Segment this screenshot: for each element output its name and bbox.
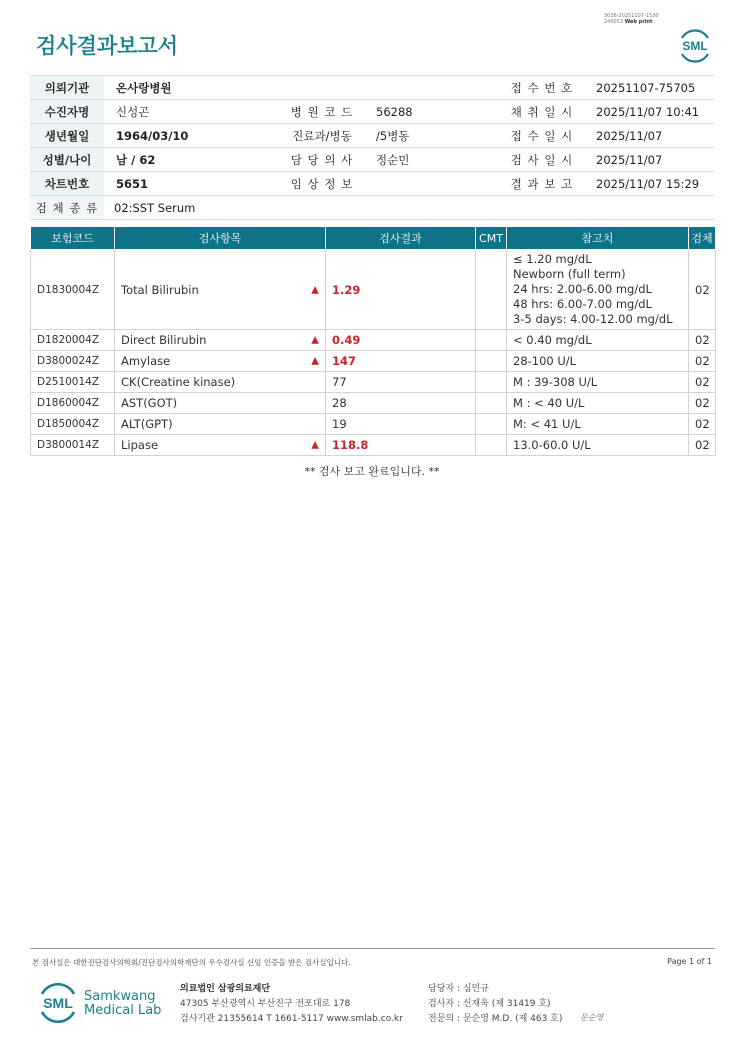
item-name: Lipase bbox=[121, 438, 159, 452]
reference-cell: M : < 40 U/L bbox=[507, 393, 689, 414]
high-flag-icon: ▲ bbox=[311, 439, 319, 451]
clinical-value bbox=[364, 172, 500, 196]
staff-tester: 신재욱 (제 31419 호) bbox=[462, 999, 551, 1009]
code-cell: D1850004Z bbox=[31, 414, 115, 435]
reference-line: ≤ 1.20 mg/dL bbox=[513, 252, 592, 266]
sex-age-value: 남 / 62 bbox=[104, 148, 280, 172]
header-item: 검사항목 bbox=[115, 227, 326, 250]
high-flag-icon: ▲ bbox=[311, 284, 319, 295]
item-cell bbox=[115, 372, 326, 393]
print-code-2: 240053 bbox=[604, 19, 624, 25]
result-cell: 1.29 bbox=[326, 250, 476, 330]
table-row bbox=[31, 435, 716, 456]
reference-cell: M : 39-308 U/L bbox=[507, 372, 689, 393]
page-title: 검사결과보고서 bbox=[36, 34, 179, 58]
requester-label: 의뢰기관 bbox=[30, 76, 104, 100]
test-date-value: 2025/11/07 bbox=[584, 148, 715, 172]
table-row bbox=[31, 372, 716, 393]
specimen-cell: 02 bbox=[689, 330, 716, 351]
doctor-value: 정순민 bbox=[364, 148, 500, 172]
patient-label: 수진자명 bbox=[30, 100, 104, 124]
reference-cell: 13.0-60.0 U/L bbox=[507, 435, 689, 456]
receipt-no-value: 20251107-75705 bbox=[584, 76, 715, 100]
item-name: Amylase bbox=[121, 354, 171, 368]
item-cell bbox=[115, 393, 326, 414]
result-cell: 28 bbox=[326, 393, 476, 414]
code-cell: D1860004Z bbox=[31, 393, 115, 414]
dept-label: 진료과/병동 bbox=[280, 124, 364, 148]
certification-note: 본 검사실은 대한진단검사의학회/진단검사의학재단의 우수검사실 신임 인증을 받은 검사실입니다. bbox=[32, 958, 351, 967]
header-result: 검사결과 bbox=[326, 227, 476, 250]
table-row bbox=[31, 414, 716, 435]
receipt-date-label: 접 수 일 시 bbox=[500, 124, 584, 148]
company-line-2: Medical Lab bbox=[84, 1003, 162, 1018]
code-cell: D1830004Z bbox=[31, 250, 115, 330]
item-name: ALT(GPT) bbox=[121, 417, 173, 431]
item-name: CK(Creatine kinase) bbox=[121, 375, 236, 389]
table-row bbox=[31, 351, 716, 372]
dob-label: 생년월일 bbox=[30, 124, 104, 148]
patient-value: 신성곤 bbox=[104, 100, 280, 124]
item-cell bbox=[115, 351, 326, 372]
company-line-1: Samkwang bbox=[84, 989, 156, 1004]
table-row bbox=[31, 393, 716, 414]
receipt-date-value: 2025/11/07 bbox=[584, 124, 715, 148]
staff-manager: 심민규 bbox=[462, 984, 489, 994]
staff-manager-label: 담당자 : bbox=[428, 984, 460, 994]
collect-value: 2025/11/07 10:41 bbox=[584, 100, 715, 124]
cmt-cell bbox=[476, 435, 507, 456]
sml-logo-text: SML bbox=[682, 39, 708, 53]
item-cell bbox=[115, 250, 326, 330]
signature: 문순영 bbox=[580, 1013, 604, 1022]
institution-name: 의료법인 삼광의료재단 bbox=[180, 984, 271, 994]
table-row bbox=[31, 330, 716, 351]
chart-label: 차트번호 bbox=[30, 172, 104, 196]
header-cmt: CMT bbox=[476, 227, 507, 250]
result-cell: 0.49 bbox=[326, 330, 476, 351]
specimen-label: 검 체 종 류 bbox=[30, 196, 104, 220]
code-cell: D3800024Z bbox=[31, 351, 115, 372]
institution-address: 47305 부산광역시 부산진구 전포대로 178 bbox=[180, 999, 351, 1009]
hospital-code-label: 병 원 코 드 bbox=[280, 100, 364, 124]
result-cell: 19 bbox=[326, 414, 476, 435]
hospital-code-value: 56288 bbox=[364, 100, 500, 124]
completion-note: ** 검사 보고 완료입니다. ** bbox=[304, 465, 440, 478]
sml-logo bbox=[676, 26, 714, 68]
cmt-cell bbox=[476, 372, 507, 393]
collect-label: 채 취 일 시 bbox=[500, 100, 584, 124]
print-code: 3038-20251107-1530 bbox=[604, 13, 659, 19]
result-cell: 77 bbox=[326, 372, 476, 393]
test-date-label: 검 사 일 시 bbox=[500, 148, 584, 172]
reference-cell bbox=[507, 250, 689, 330]
page-number: Page 1 of 1 bbox=[667, 957, 712, 966]
doctor-label: 담 당 의 사 bbox=[280, 148, 364, 172]
patient-info-table bbox=[30, 75, 715, 220]
result-cell: 118.8 bbox=[326, 435, 476, 456]
cmt-cell bbox=[476, 330, 507, 351]
high-flag-icon: ▲ bbox=[311, 334, 319, 346]
header-reference: 참고치 bbox=[507, 227, 689, 250]
specimen-cell: 02 bbox=[689, 372, 716, 393]
staff-info bbox=[428, 982, 562, 1027]
staff-specialist-label: 전문의 : bbox=[428, 1014, 460, 1024]
specimen-cell: 02 bbox=[689, 351, 716, 372]
staff-tester-label: 검사자 : bbox=[428, 999, 460, 1009]
report-value: 2025/11/07 15:29 bbox=[584, 172, 715, 196]
cmt-cell bbox=[476, 414, 507, 435]
item-cell bbox=[115, 414, 326, 435]
reference-cell: 28-100 U/L bbox=[507, 351, 689, 372]
code-cell: D1820004Z bbox=[31, 330, 115, 351]
reference-line: 24 hrs: 2.00-6.00 mg/dL bbox=[513, 282, 652, 296]
sml-footer-logo bbox=[36, 980, 80, 1030]
receipt-no-label: 접 수 번 호 bbox=[500, 76, 584, 100]
table-row bbox=[31, 250, 716, 330]
company-name bbox=[84, 990, 161, 1018]
cmt-cell bbox=[476, 250, 507, 330]
dept-value: /5병동 bbox=[364, 124, 500, 148]
results-table bbox=[30, 226, 716, 456]
reference-cell: M: < 41 U/L bbox=[507, 414, 689, 435]
chart-value: 5651 bbox=[104, 172, 280, 196]
item-name: Total Bilirubin bbox=[121, 282, 199, 297]
report-label: 결 과 보 고 bbox=[500, 172, 584, 196]
header-specimen: 검체 bbox=[689, 227, 716, 250]
dob-value: 1964/03/10 bbox=[104, 124, 280, 148]
reference-cell: < 0.40 mg/dL bbox=[507, 330, 689, 351]
item-name: AST(GOT) bbox=[121, 396, 178, 410]
item-name: Direct Bilirubin bbox=[121, 333, 207, 347]
staff-specialist: 문순영 M.D. (제 463 호) bbox=[462, 1014, 563, 1024]
cmt-cell bbox=[476, 393, 507, 414]
footer-divider bbox=[30, 948, 715, 949]
print-meta bbox=[604, 13, 659, 25]
institution-contact: 검사기관 21355614 T 1661-5117 www.smlab.co.kr bbox=[180, 1014, 403, 1024]
reference-line: 3-5 days: 4.00-12.00 mg/dL bbox=[513, 312, 673, 326]
header-code: 보험코드 bbox=[31, 227, 115, 250]
specimen-cell: 02 bbox=[689, 435, 716, 456]
requester-value: 온사랑병원 bbox=[104, 76, 500, 100]
print-label: Web print bbox=[624, 19, 653, 25]
specimen-value: 02:SST Serum bbox=[104, 196, 715, 220]
cmt-cell bbox=[476, 351, 507, 372]
code-cell: D2510014Z bbox=[31, 372, 115, 393]
sex-age-label: 성별/나이 bbox=[30, 148, 104, 172]
item-cell bbox=[115, 330, 326, 351]
specimen-cell: 02 bbox=[689, 250, 716, 330]
reference-line: Newborn (full term) bbox=[513, 267, 626, 281]
reference-line: 48 hrs: 6.00-7.00 mg/dL bbox=[513, 297, 652, 311]
specimen-cell: 02 bbox=[689, 414, 716, 435]
code-cell: D3800014Z bbox=[31, 435, 115, 456]
item-cell bbox=[115, 435, 326, 456]
institution-info bbox=[180, 982, 403, 1027]
high-flag-icon: ▲ bbox=[311, 355, 319, 367]
sml-footer-logo-text: SML bbox=[43, 995, 73, 1011]
result-cell: 147 bbox=[326, 351, 476, 372]
specimen-cell: 02 bbox=[689, 393, 716, 414]
clinical-label: 임 상 정 보 bbox=[280, 172, 364, 196]
